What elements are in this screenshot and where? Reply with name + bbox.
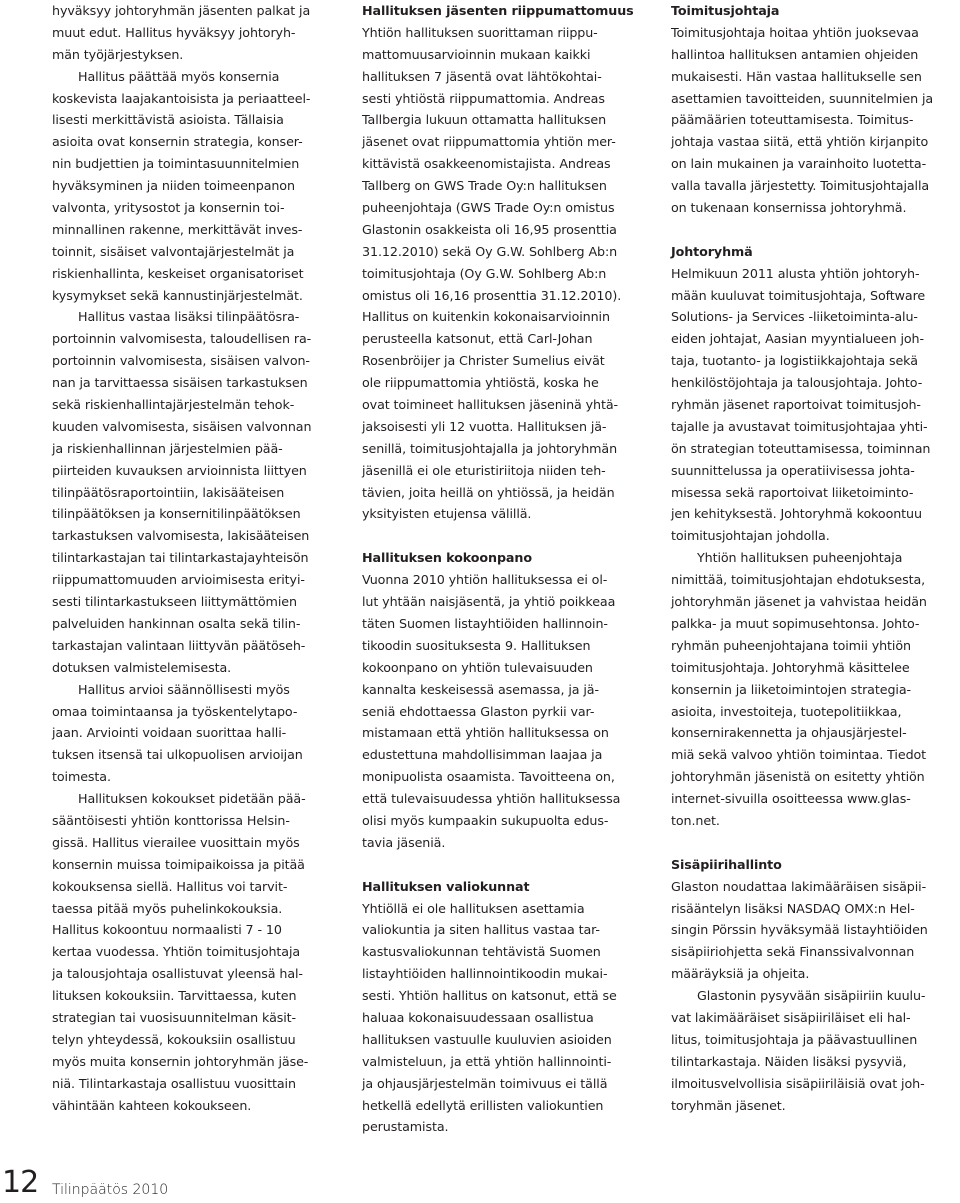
text-line: jäsenillä ei ole eturistiriitoja niiden teh-	[362, 462, 606, 478]
text-line: dotuksen valmistelemisesta.	[52, 659, 232, 675]
text-line: monipuolista osaamista. Tavoitteena on,	[362, 769, 615, 785]
text-line: määräyksiä ja ohjeita.	[671, 966, 810, 982]
text-line: toryhmän jäsenet.	[671, 1097, 786, 1113]
text-line: konsernirakennetta ja ohjausjärjestel-	[671, 725, 907, 741]
text-line: ryhmän jäsenet raportoivat toimitusjoh-	[671, 397, 921, 413]
text-line: Hallitus kokoontuu normaalisti 7 - 10	[52, 922, 282, 938]
section-heading: Hallituksen valiokunnat	[362, 878, 530, 894]
section-heading: Hallituksen kokoonpano	[362, 550, 532, 566]
text-line: senillä, toimitusjohtajalla ja johtoryhmän	[362, 440, 618, 456]
page-footer	[0, 1166, 200, 1203]
text-line: toimitusjohtajan johdolla.	[671, 528, 830, 544]
text-line: toimitusjohtaja. Johtoryhmä käsittelee	[671, 659, 910, 675]
text-line: Glaston noudattaa lakimääräisen sisäpii-	[671, 878, 927, 894]
text-line: kertaa vuodessa. Yhtiön toimitusjohtaja	[52, 944, 301, 960]
text-line: on lain mukainen ja varainhoito luotetta-	[671, 156, 927, 172]
text-line: Glastonin osakkeista oli 16,95 prosenttia	[362, 221, 617, 237]
text-line: muut edut. Hallitus hyväksyy johtoryh-	[52, 24, 296, 40]
text-line: johtoryhmän jäsenistä on esitetty yhtiön	[671, 769, 925, 785]
text-line: gissä. Hallitus vierailee vuosittain myös	[52, 834, 300, 850]
text-line: telyn yhteydessä, kokouksiin osallistuu	[52, 1031, 296, 1047]
text-line: mattomuusarvioinnin mukaan kaikki	[362, 46, 591, 62]
spacer	[362, 525, 652, 547]
text-line: Hallitus on kuitenkin kokonaisarvioinnin	[362, 309, 610, 325]
section-heading: Johtoryhmä	[671, 243, 753, 259]
text-line: päämäärien toteuttamisesta. Toimitus-	[671, 112, 914, 128]
text-line: konsernin muissa toimipaikoissa ja pitää	[52, 856, 305, 872]
text-line: kittävistä osakkeenomistajista. Andreas	[362, 156, 611, 172]
text-line: strategian tai vuosisuunnitelman käsit-	[52, 1009, 297, 1025]
text-line: kastusvaliokunnan tehtävistä Suomen	[362, 944, 601, 960]
text-line: suunnittelussa ja operatiivisessa johta-	[671, 462, 915, 478]
text-line: ja ohjausjärjestelmän toimivuus ei tällä	[362, 1075, 608, 1091]
text-line: että tulevaisuudessa yhtiön hallituksessa	[362, 791, 621, 807]
text-line: sesti tilintarkastukseen liittymättömien	[52, 594, 297, 610]
text-line: niä. Tilintarkastaja osallistuu vuosittain	[52, 1075, 296, 1091]
text-line: tuksen itsensä tai ulkopuolisen arvioijan	[52, 747, 303, 763]
text-line: Rosenbröijer ja Christer Sumelius eivät	[362, 353, 605, 369]
text-line: Yhtiön hallituksen suorittaman riippu-	[362, 24, 598, 40]
text-line: koskevista laajakantoisista ja periaatteel-	[52, 90, 311, 106]
text-line: Vuonna 2010 yhtiön hallituksessa ei ol-	[362, 572, 608, 588]
text-line: nin budjettien ja toimintasuunnitelmien	[52, 156, 300, 172]
text-line: tilinpäätöksen ja konsernitilinpäätöksen	[52, 506, 301, 522]
text-line: ovat toimineet hallituksen jäseninä yhtä-	[362, 397, 619, 413]
text-line: vähintään kahteen kokoukseen.	[52, 1097, 252, 1113]
text-line: palveluiden hankinnan osalta sekä tilin-	[52, 615, 301, 631]
text-line: kuuden valvomisesta, sisäisen valvonnan	[52, 418, 312, 434]
text-line: jaan. Arviointi voidaan suorittaa halli-	[52, 725, 287, 741]
text-column-3	[671, 0, 960, 1116]
text-line: myös muita konsernin johtoryhmän jäse-	[52, 1053, 309, 1069]
text-line: jen kehityksestä. Johtoryhmä kokoontuu	[671, 506, 922, 522]
text-line: miä sekä valvoo yhtiön toimintaa. Tiedot	[671, 747, 927, 763]
text-line: perustamista.	[362, 1119, 449, 1135]
text-line: misessa sekä raportoivat liiketoiminto-	[671, 484, 914, 500]
text-line: henkilöstöjohtaja ja talousjohtaja. Johto-	[671, 375, 923, 391]
text-line: Yhtiöllä ei ole hallituksen asettamia	[362, 900, 585, 916]
text-line: sekä riskienhallintajärjestelmän tehok-	[52, 397, 295, 413]
text-line: asioita, investoiteja, tuotepolitiikkaa,	[671, 703, 902, 719]
text-line: eiden johtajat, Aasian myyntialueen joh-	[671, 331, 924, 347]
text-line: tarkastuksen valvomisesta, lakisääteisen	[52, 528, 310, 544]
text-line: Yhtiön hallituksen puheenjohtaja	[697, 550, 903, 566]
text-line: riskienhallinta, keskeiset organisatoriset	[52, 265, 304, 281]
text-line: yksityisten etujensa välillä.	[362, 506, 532, 522]
text-line: valiokuntia ja siten hallitus vastaa tar-	[362, 922, 600, 938]
text-line: 31.12.2010) sekä Oy G.W. Sohlberg Ab:n	[362, 243, 618, 259]
text-column-1	[52, 0, 340, 1116]
text-line: jäsenet ovat riippumattomia yhtiön mer-	[362, 134, 616, 150]
text-line: toimesta.	[52, 769, 111, 785]
text-line: singin Pörssin hyväksymää listayhtiöiden	[671, 922, 928, 938]
text-line: puheenjohtaja (GWS Trade Oy:n omistus	[362, 200, 615, 216]
text-line: kokouksensa siellä. Hallitus voi tarvit-	[52, 878, 288, 894]
spacer	[671, 219, 960, 241]
text-line: ja riskienhallinnan järjestelmien pää-	[52, 440, 283, 456]
text-line: johtoryhmän jäsenet ja vahvistaa heidän	[671, 594, 927, 610]
text-line: kannalta keskeisessä asemassa, ja jä-	[362, 681, 599, 697]
text-line: valmisteluun, ja että yhtiön hallinnointi-	[362, 1053, 612, 1069]
section-heading: Hallituksen jäsenten riippumattomuus	[362, 3, 634, 18]
text-line: on tukenaan konsernissa johtoryhmä.	[671, 200, 907, 216]
text-line: lisesti merkittävistä asioista. Tällaisia	[52, 112, 284, 128]
text-line: tilintarkastaja. Näiden lisäksi pysyviä,	[671, 1053, 907, 1069]
text-line: nimittää, toimitusjohtajan ehdotuksesta,	[671, 572, 926, 588]
text-line: sisäpiiriohjetta sekä Finanssivalvonnan	[671, 944, 915, 960]
text-line: sesti. Yhtiön hallitus on katsonut, että se	[362, 988, 617, 1004]
text-line: valla tavalla järjestetty. Toimitusjohtajalla	[671, 178, 930, 194]
text-line: Glastonin pysyvään sisäpiiriin kuulu-	[697, 988, 926, 1004]
text-line: internet-sivuilla osoitteessa www.glas-	[671, 791, 911, 807]
text-line: tavia jäseniä.	[362, 834, 446, 850]
text-line: hetkellä edellytä erillisten valiokuntien	[362, 1097, 604, 1113]
text-line: tilintarkastajan tai tilintarkastajayhteisön	[52, 550, 309, 566]
text-line: sääntöisesti yhtiön konttorissa Helsin-	[52, 812, 290, 828]
text-line: mukaisesti. Hän vastaa hallitukselle sen	[671, 68, 922, 84]
text-line: tajalle ja avustavat toimitusjohtajaa yhti-	[671, 418, 928, 434]
text-line: Hallituksen kokoukset pidetään pää-	[78, 791, 306, 807]
text-line: palkka- ja muut sopimusehtonsa. Johto-	[671, 615, 920, 631]
text-line: toimitusjohtaja (Oy G.W. Sohlberg Ab:n	[362, 265, 607, 281]
text-line: nan ja tarvittaessa sisäisen tarkastuksen	[52, 375, 308, 391]
text-line: konsernin ja liiketoimintojen strategia-	[671, 681, 911, 697]
text-line: ön strategian toteuttamisessa, toiminnan	[671, 440, 931, 456]
text-line: täten Suomen listayhtiöiden hallinnoin-	[362, 615, 608, 631]
text-line: hyväksyminen ja niiden toimeenpanon	[52, 178, 295, 194]
text-line: hallintoa hallituksen antamien ohjeiden	[671, 46, 919, 62]
text-line: hallituksen 7 jäsentä ovat lähtökohtai-	[362, 68, 602, 84]
text-line: riippumattomuuden arvioimisesta erityi-	[52, 572, 305, 588]
spacer	[362, 854, 652, 876]
text-line: jaksoisesti yli 12 vuotta. Hallituksen jä-	[362, 418, 607, 434]
text-line: tikoodin suosituksesta 9. Hallituksen	[362, 637, 591, 653]
text-line: Tallberg on GWS Trade Oy:n hallituksen	[362, 178, 607, 194]
text-line: Helmikuun 2011 alusta yhtiön johtoryh-	[671, 265, 920, 281]
text-line: sesti yhtiöstä riippumattomia. Andreas	[362, 90, 605, 106]
text-line: taja, tuotanto- ja logistiikkajohtaja sekä	[671, 353, 918, 369]
text-line: kysymykset sekä kannustinjärjestelmät.	[52, 287, 303, 303]
text-line: lut yhtään naisjäsentä, ja yhtiö poikkeaa	[362, 594, 616, 610]
spacer	[671, 832, 960, 854]
text-line: Tallbergia lukuun ottamatta hallituksen	[362, 112, 607, 128]
text-line: Hallitus päättää myös konsernia	[78, 68, 280, 84]
text-line: ryhmän puheenjohtajana toimii yhtiön	[671, 637, 911, 653]
text-line: Hallitus vastaa lisäksi tilinpäätösra-	[78, 309, 300, 325]
text-line: män työjärjestyksen.	[52, 46, 184, 62]
text-line: Solutions- ja Services -liiketoiminta-alu-	[671, 309, 918, 325]
text-line: Hallitus arvioi säännöllisesti myös	[78, 681, 290, 697]
report-title: Tilinpäätös 2010	[52, 1182, 169, 1198]
text-line: litus, toimitusjohtaja ja päävastuullinen	[671, 1031, 918, 1047]
text-line: ilmoitusvelvollisia sisäpiiriläisiä ovat joh-	[671, 1075, 925, 1091]
text-line: ton.net.	[671, 812, 720, 828]
text-line: johtaja vastaa siitä, että yhtiön kirjanpito	[671, 134, 929, 150]
text-line: minnallinen rakenne, merkittävät inves-	[52, 221, 303, 237]
text-line: lituksen kokouksiin. Tarvittaessa, kuten	[52, 988, 297, 1004]
section-heading: Toimitusjohtaja	[671, 3, 780, 18]
text-line: tarkastajan valintaan liittyvän päätöseh-	[52, 637, 306, 653]
text-line: tävien, joita heillä on yhtiössä, ja heidän	[362, 484, 615, 500]
text-line: haluaa kokonaisuudessaan osallistua	[362, 1009, 594, 1025]
text-line: toinnit, sisäiset valvontajärjestelmät ja	[52, 243, 295, 259]
text-line: olisi myös kumpaakin sukupuolta edus-	[362, 812, 609, 828]
text-line: hyväksyy johtoryhmän jäsenten palkat ja	[52, 3, 311, 18]
text-line: omistus oli 16,16 prosenttia 31.12.2010).	[362, 287, 622, 303]
text-line: seniä ehdottaessa Glaston pyrkii var-	[362, 703, 595, 719]
text-line: asioita ovat konsernin strategia, konser-	[52, 134, 303, 150]
text-line: risääntelyn lisäksi NASDAQ OMX:n Hel-	[671, 900, 915, 916]
text-line: perusteella katsonut, että Carl-Johan	[362, 331, 593, 347]
text-line: listayhtiöiden hallinnointikoodin mukai-	[362, 966, 608, 982]
text-line: vat lakimääräiset sisäpiiriläiset eli hal-	[671, 1009, 911, 1025]
text-line: valvonta, yritysostot ja konsernin toi-	[52, 200, 285, 216]
text-line: portoinnin valvomisesta, sisäisen valvon-	[52, 353, 310, 369]
text-line: asettamien tavoitteiden, suunnitelmien ja	[671, 90, 934, 106]
page-number: 12	[2, 1165, 39, 1200]
text-line: hallituksen vastuulle kuuluvien asioiden	[362, 1031, 612, 1047]
section-heading: Sisäpiirihallinto	[671, 856, 782, 872]
text-line: omaa toimintaansa ja työskentelytapo-	[52, 703, 298, 719]
text-line: tilinpäätösraportointiin, lakisääteisen	[52, 484, 285, 500]
text-line: piirteiden kuvauksen arvioinnista liittyen	[52, 462, 307, 478]
text-line: ole riippumattomia yhtiöstä, koska he	[362, 375, 599, 391]
text-line: edustettuna mahdollisimman laajaa ja	[362, 747, 603, 763]
text-line: taessa pitää myös puhelinkokouksia.	[52, 900, 283, 916]
text-line: kokoonpano on yhtiön tulevaisuuden	[362, 659, 593, 675]
text-line: mään kuuluvat toimitusjohtaja, Software	[671, 287, 926, 303]
text-line: Toimitusjohtaja hoitaa yhtiön juoksevaa	[671, 24, 919, 40]
text-line: mistamaan että yhtiön hallituksessa on	[362, 725, 609, 741]
text-column-2	[362, 0, 652, 1138]
text-line: ja talousjohtaja osallistuvat yleensä hal-	[52, 966, 303, 982]
text-line: portoinnin valvomisesta, taloudellisen ra-	[52, 331, 312, 347]
